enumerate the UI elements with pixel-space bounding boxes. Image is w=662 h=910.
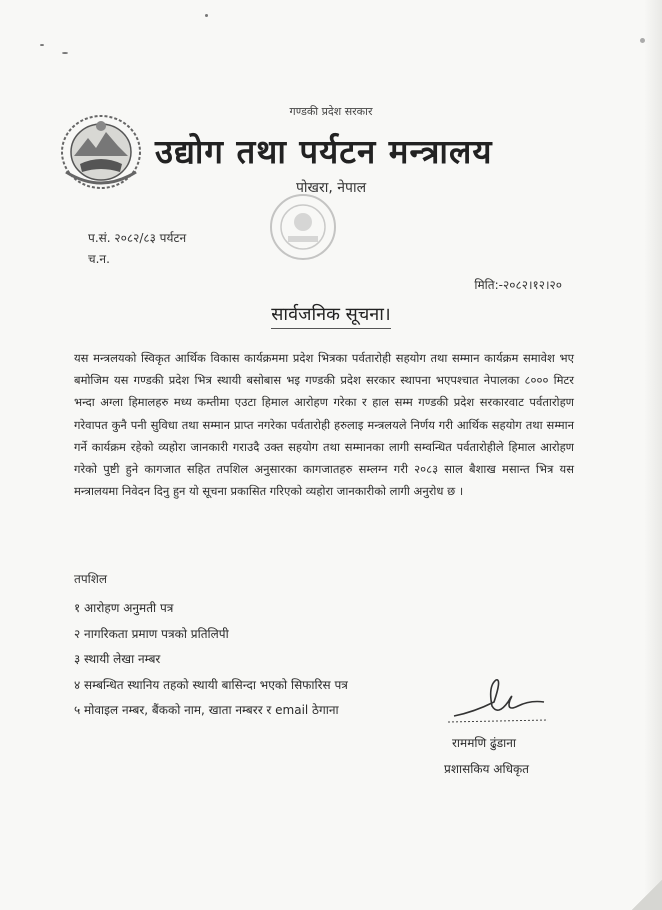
signatory-name: राममणि ढुंडाना <box>452 736 517 750</box>
notice-body: यस मन्त्रलयको स्विकृत आर्थिक विकास कार्यक्रममा प्रदेश भित्रका पर्वतारोही सहयोग तथा सम्मान कार्यक्रम समावेश भए बमोजिम यस गण्डकी प्रदेश भित्र स्थायी बसोबास भइ गण्डकी प्रदेश सरकार स्थापना भएपश्चात नेपालका ८००० मिटर भन्दा अग्ला हिमालहरु मध्य कम्तीमा एउटा हिमाल आरोहण गरेका र हाल सम्म गण्डकी प्रदेश सरकारवाट पर्वतारोहण गरेवापत कुनै पनी सुविधा तथा सम्मान प्राप्त नगरेका पर्वतारोही हरुलाइ मन्त्रलयले निर्णय गरी आर्थिक सहयोग तथा सम्मान गर्ने कार्यक्रम रहेको व्यहोरा जानकारी गराउदै उक्त सहयोग तथा सम्मानका लागी सम्वन्धित पर्वतारोहीले हिमाल आरोहण गरेको पुष्टी हुने कागजात सहित तपशिल अनुसारका कागजातहरु सम्लग्न गरी २०८३ साल बैशाख मसान्त भित्र यस मन्त्रालयमा निवेदन दिनु हुन यो सूचना प्रकासित गरिएको व्यहोरा जानकारीको लागी अनुरोध छ । <box>74 351 574 499</box>
reference-number: प.सं. २०८२/८३ पर्यटन <box>88 231 187 245</box>
tapasil-label: तपशिल <box>74 572 108 586</box>
signatory-designation: प्रशासकिय अधिकृत <box>444 762 530 776</box>
notice-title: सार्वजनिक सूचना। <box>271 304 390 329</box>
notice-heading <box>0 302 662 326</box>
page-edge-shadow <box>644 0 662 910</box>
checklist-item: ५ मोवाइल नम्बर, बैंकको नाम, खाता नम्बरर र email ठेगाना <box>74 703 339 717</box>
checklist-item: ४ सम्बन्धित स्थानिय तहको स्थायी बासिन्दा भएको सिफारिस पत्र <box>74 677 348 692</box>
ministry-title: उद्योग तथा पर्यटन मन्त्रालय <box>155 132 493 171</box>
checklist-item: ३ स्थायी लेखा नम्बर <box>74 652 161 666</box>
dispatch-number: च.न. <box>88 252 110 266</box>
government-name: गण्डकी प्रदेश सरकार <box>289 105 373 118</box>
scan-speck <box>205 14 208 17</box>
scan-speck <box>640 38 645 43</box>
checklist-item: २ नागरिकता प्रमाण पत्रको प्रतिलिपी <box>74 626 229 641</box>
office-stamp-icon <box>268 192 338 262</box>
document-checklist <box>74 596 348 724</box>
office-location: पोखरा, नेपाल <box>295 180 367 196</box>
scan-speck <box>62 52 68 54</box>
page-fold <box>632 880 662 910</box>
signature-mark <box>444 672 554 730</box>
checklist-item: १ आरोहण अनुमती पत्र <box>74 601 174 615</box>
scan-speck <box>40 44 44 46</box>
notice-date: मिति:-२०८२।१२।२० <box>474 278 562 292</box>
